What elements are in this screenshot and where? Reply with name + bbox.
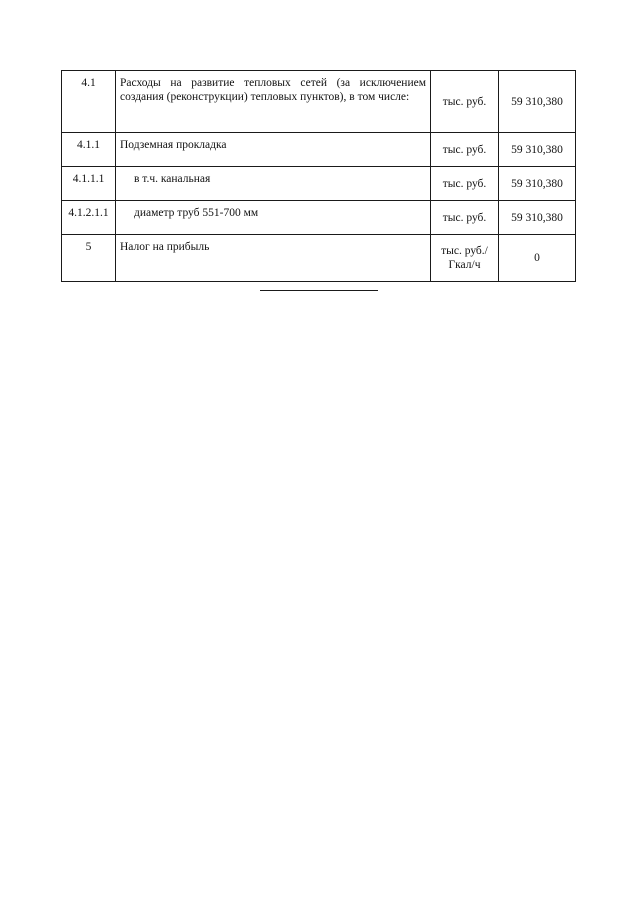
row-number: 4.1	[62, 71, 116, 133]
table-row	[62, 71, 576, 133]
row-value: 0	[499, 235, 576, 282]
row-unit: тыс. руб./ Гкал/ч	[431, 235, 499, 282]
row-unit: тыс. руб.	[431, 167, 499, 201]
row-unit: тыс. руб.	[431, 71, 499, 133]
table-row	[62, 133, 576, 167]
row-number: 4.1.1.1	[62, 167, 116, 201]
row-value: 59 310,380	[499, 167, 576, 201]
row-description: Налог на прибыль	[116, 235, 431, 282]
row-unit: тыс. руб.	[431, 201, 499, 235]
row-description: в т.ч. канальная	[116, 167, 431, 201]
row-number: 5	[62, 235, 116, 282]
tariff-table	[61, 70, 576, 282]
row-value: 59 310,380	[499, 71, 576, 133]
row-description: Расходы на развитие тепловых сетей (за исключением создания (реконструкции) тепловых пунктов), в том числе:	[116, 71, 431, 133]
table-row	[62, 201, 576, 235]
end-of-document-rule	[260, 290, 378, 291]
row-number: 4.1.2.1.1	[62, 201, 116, 235]
row-description: Подземная прокладка	[116, 133, 431, 167]
row-unit: тыс. руб.	[431, 133, 499, 167]
table-row	[62, 167, 576, 201]
row-description: диаметр труб 551-700 мм	[116, 201, 431, 235]
table-row	[62, 235, 576, 282]
row-number: 4.1.1	[62, 133, 116, 167]
row-value: 59 310,380	[499, 201, 576, 235]
row-value: 59 310,380	[499, 133, 576, 167]
